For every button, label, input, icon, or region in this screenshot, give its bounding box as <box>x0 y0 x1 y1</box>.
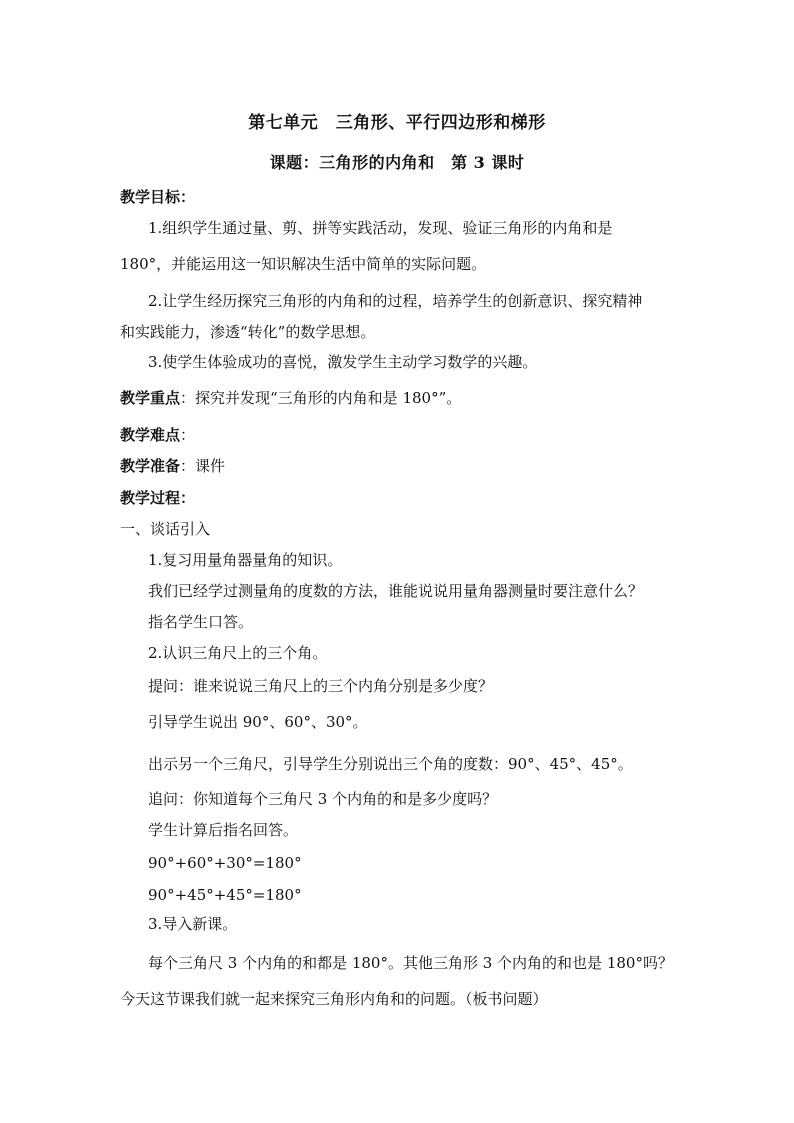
step-1: 1.复习用量角器量角的知识。 <box>148 551 343 569</box>
preparation-text: ：课件 <box>180 457 226 475</box>
step-2-question: 提问：谁来说说三角尺上的三个内角分别是多少度？ <box>148 677 494 695</box>
goals-heading: 教学目标： <box>120 188 196 206</box>
section-1-heading: 一、谈话引入 <box>120 520 211 538</box>
preparation-label: 教学准备 <box>120 457 181 475</box>
difficulty-text: ： <box>180 426 196 444</box>
equation-1: 90°+60°+30°=180° <box>148 854 302 872</box>
unit-title: 第七单元 三角形、平行四边形和梯形 <box>248 113 546 133</box>
preparation <box>120 456 225 476</box>
step-2-answer: 引导学生说出 90°、60°、30°。 <box>148 713 368 731</box>
key-point <box>120 388 461 408</box>
step-2-second-ruler: 出示另一个三角尺，引导学生分别说出三个角的度数：90°、45°、45°。 <box>148 755 633 773</box>
goal-1-line-2: 180°，并能运用这一知识解决生活中简单的实际问题。 <box>120 255 487 273</box>
step-3: 3.导入新课。 <box>148 915 238 933</box>
key-point-label: 教学重点 <box>120 389 181 407</box>
key-point-text: ：探究并发现“三角形的内角和是 180°”。 <box>180 389 462 407</box>
closing-line-1: 每个三角尺 3 个内角的和都是 180°。其他三角形 3 个内角的和也是 180°吗？ <box>148 954 673 972</box>
goal-3: 3.使学生体验成功的喜悦，激发学生主动学习数学的兴趣。 <box>148 353 538 371</box>
step-2-student-answer: 学生计算后指名回答。 <box>148 821 299 839</box>
goal-2-line-1: 2.让学生经历探究三角形的内角和的过程，培养学生的创新意识、探究精神 <box>148 292 643 310</box>
lesson-title: 课题：三角形的内角和 第 3 课时 <box>269 153 525 172</box>
goal-2-line-2: 和实践能力，渗透“转化”的数学思想。 <box>120 323 376 341</box>
closing-line-2: 今天这节课我们就一起来探究三角形内角和的问题。（板书问题） <box>120 990 548 1008</box>
equation-2: 90°+45°+45°=180° <box>148 886 302 904</box>
difficulty-label: 教学难点 <box>120 426 181 444</box>
step-2-follow-up: 追问：你知道每个三角尺 3 个内角的和是多少度吗？ <box>148 790 498 808</box>
difficulty <box>120 425 195 445</box>
step-1-question: 我们已经学过测量角的度数的方法，谁能说说用量角器测量时要注意什么？ <box>148 582 644 600</box>
process-heading: 教学过程： <box>120 489 196 507</box>
step-1-answer: 指名学生口答。 <box>148 613 254 631</box>
step-2: 2.认识三角尺上的三个角。 <box>148 644 328 662</box>
goal-1-line-1: 1.组织学生通过量、剪、拼等实践活动，发现、验证三角形的内角和是 <box>148 219 613 237</box>
